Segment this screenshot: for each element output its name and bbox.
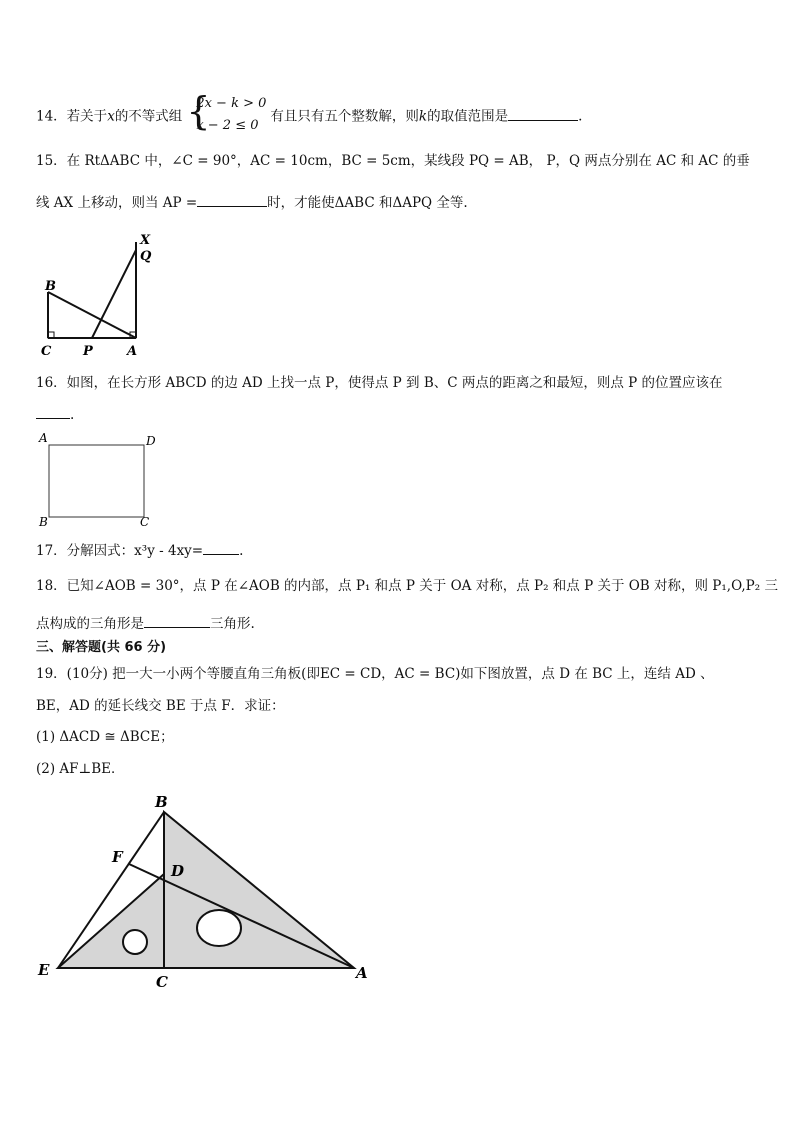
q15-line2-a: 线 AX 上移动，则当 AP =: [36, 195, 198, 211]
q19-hole-small: [123, 930, 147, 954]
q19-figure: [36, 790, 381, 995]
q19-label-E: E: [38, 961, 50, 979]
q17-text: 17．分解因式：x³y - 4xy=: [36, 543, 204, 559]
q19-line2: BE，AD 的延长线交 BE 于点 F．求证：: [36, 698, 285, 714]
q16-line1: 16．如图，在长方形 ABCD 的边 AD 上找一点 P，使得点 P 到 B、C 两点的距离之和最短，则点 P 的位置应该在: [36, 375, 723, 391]
q15-label-P: P: [83, 344, 93, 359]
q16-answer-blank[interactable]: [36, 404, 70, 419]
q14-inequality-system: [186, 89, 267, 137]
q17-line: [36, 540, 243, 560]
section-title: 三、解答题(共 66 分): [36, 640, 167, 655]
q14-num: 14．若关于: [36, 108, 108, 125]
q18-line2-b: 三角形.: [210, 616, 255, 632]
q15-label-C: C: [41, 344, 52, 359]
q15-line-PQ: [92, 250, 136, 338]
q15-line2-b: 时，才能使ΔABC 和ΔAPQ 全等.: [267, 195, 468, 211]
q19-small-triangle: [58, 874, 164, 968]
q18-line2-a: 点构成的三角形是: [36, 616, 144, 632]
q16-label-B: B: [39, 515, 48, 529]
q18-line2: [36, 613, 255, 633]
q16-label-C: C: [140, 515, 150, 529]
q19-hole-large: [197, 910, 241, 946]
q16-end: .: [70, 407, 75, 423]
q14-tail2: 的取值范围是: [427, 108, 509, 125]
q15-line2: [36, 192, 468, 212]
q18-answer-blank[interactable]: [144, 613, 210, 628]
q14-var-x: x: [107, 108, 115, 125]
q19-line1: 19．(10分) 把一大一小两个等腰直角三角板(即EC = CD，AC = BC)如下图放置，点 D 在 BC 上，连结 AD 、: [36, 666, 714, 682]
q14-sys-row2: x − 2 ≤ 0: [196, 118, 259, 133]
q18-line1: 18．已知∠AOB = 30°，点 P 在∠AOB 的内部，点 P₁ 和点 P 关于 OA 对称，点 P₂ 和点 P 关于 OB 对称，则 P₁,O,P₂ 三: [36, 578, 778, 594]
q14-tail1: 有且只有五个整数解，则: [270, 108, 419, 125]
q16-label-D: D: [146, 434, 156, 448]
q19-item1: (1) ΔACD ≅ ΔBCE；: [36, 729, 174, 745]
q19-label-B: B: [155, 793, 168, 811]
q15-label-A: A: [127, 344, 138, 359]
q19-item2: (2) AF⊥BE．: [36, 761, 125, 777]
q15-line1: 15．在 RtΔABC 中，∠C = 90°，AC = 10cm，BC = 5cm，某线段 PQ = AB， P，Q 两点分别在 AC 和 AC 的垂: [36, 153, 750, 169]
q14-mid: 的不等式组: [114, 108, 183, 125]
q16-rectangle-ABCD: [49, 445, 144, 517]
q19-label-F: F: [112, 848, 123, 866]
q14-var-k: k: [418, 108, 428, 125]
q14-line: [36, 89, 583, 139]
q15-label-B: B: [45, 279, 56, 294]
brace-symbol: {: [186, 89, 211, 133]
q19-large-triangle: [164, 812, 354, 968]
q17-end: .: [239, 543, 244, 559]
q19-label-C: C: [156, 973, 168, 991]
q16-label-A: A: [39, 431, 48, 445]
q14-answer-blank[interactable]: [508, 106, 578, 121]
q15-line-BA: [48, 292, 136, 338]
q14-end: .: [578, 108, 583, 125]
q15-label-X: X: [140, 233, 151, 248]
q14-sys-row1: 2x − k > 0: [196, 96, 267, 111]
q16-line2: [36, 404, 74, 424]
q15-answer-blank[interactable]: [197, 192, 267, 207]
q19-label-A: A: [356, 964, 368, 982]
q19-label-D: D: [171, 862, 185, 880]
q16-figure: [36, 430, 161, 530]
q15-figure: [36, 230, 156, 360]
q17-answer-blank[interactable]: [203, 540, 239, 555]
q15-label-Q: Q: [140, 249, 152, 264]
